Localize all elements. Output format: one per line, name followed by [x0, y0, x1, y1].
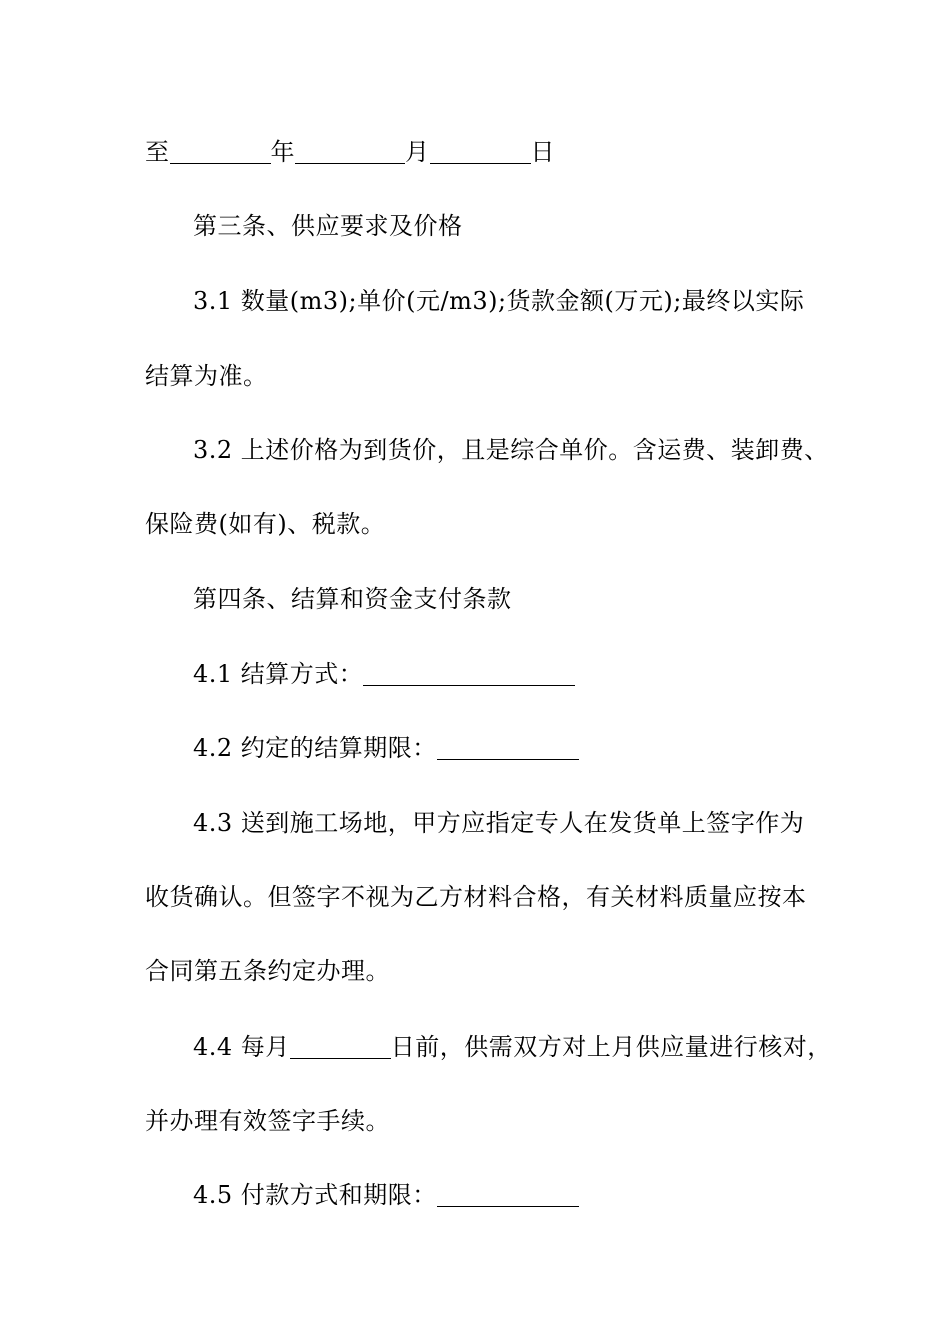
- article-4-title: 第四条、结算和资金支付条款: [193, 585, 512, 613]
- text-zhi: 至: [145, 138, 170, 166]
- clause-4-5-label: 4.5 付款方式和期限：: [193, 1181, 437, 1209]
- clause-3-2-line-1: 3.2 上述价格为到货价，且是综合单价。含运费、装卸费、: [193, 436, 829, 464]
- clause-4-3-line-3: 合同第五条约定办理。: [145, 957, 390, 985]
- date-range-line: [145, 132, 825, 172]
- year-blank[interactable]: [170, 137, 271, 164]
- clause-4-4-line-1: [193, 1027, 873, 1067]
- clause-4-2: [193, 728, 873, 768]
- clause-4-3-line-1: 4.3 送到施工场地，甲方应指定专人在发货单上签字作为: [193, 809, 805, 837]
- text-ri: 日: [530, 138, 555, 166]
- clause-4-5: [193, 1175, 873, 1215]
- clause-4-3-line-2: 收货确认。但签字不视为乙方材料合格，有关材料质量应按本: [145, 883, 807, 911]
- text-yue: 月: [405, 138, 430, 166]
- clause-3-1-line-2: 结算为准。: [145, 362, 268, 390]
- clause-4-2-label: 4.2 约定的结算期限：: [193, 734, 437, 762]
- article-3-title: 第三条、供应要求及价格: [193, 212, 463, 240]
- settlement-method-blank[interactable]: [363, 659, 575, 686]
- text-nian: 年: [270, 138, 295, 166]
- payment-terms-blank[interactable]: [437, 1180, 579, 1207]
- clause-4-4-suffix: 日前，供需双方对上月供应量进行核对，: [390, 1033, 832, 1061]
- monthly-day-blank[interactable]: [290, 1032, 391, 1059]
- day-blank[interactable]: [430, 137, 531, 164]
- clause-4-1-label: 4.1 结算方式：: [193, 660, 364, 688]
- clause-4-4-prefix: 4.4 每月: [193, 1033, 290, 1061]
- clause-3-2-line-2: 保险费(如有)、税款。: [145, 510, 386, 538]
- clause-4-4-line-2: 并办理有效签字手续。: [145, 1107, 390, 1135]
- clause-4-1: [193, 654, 873, 694]
- settlement-period-blank[interactable]: [437, 733, 579, 760]
- month-blank[interactable]: [295, 137, 405, 164]
- clause-3-1-line-1: 3.1 数量(m3);单价(元/m3);货款金额(万元);最终以实际: [193, 287, 805, 315]
